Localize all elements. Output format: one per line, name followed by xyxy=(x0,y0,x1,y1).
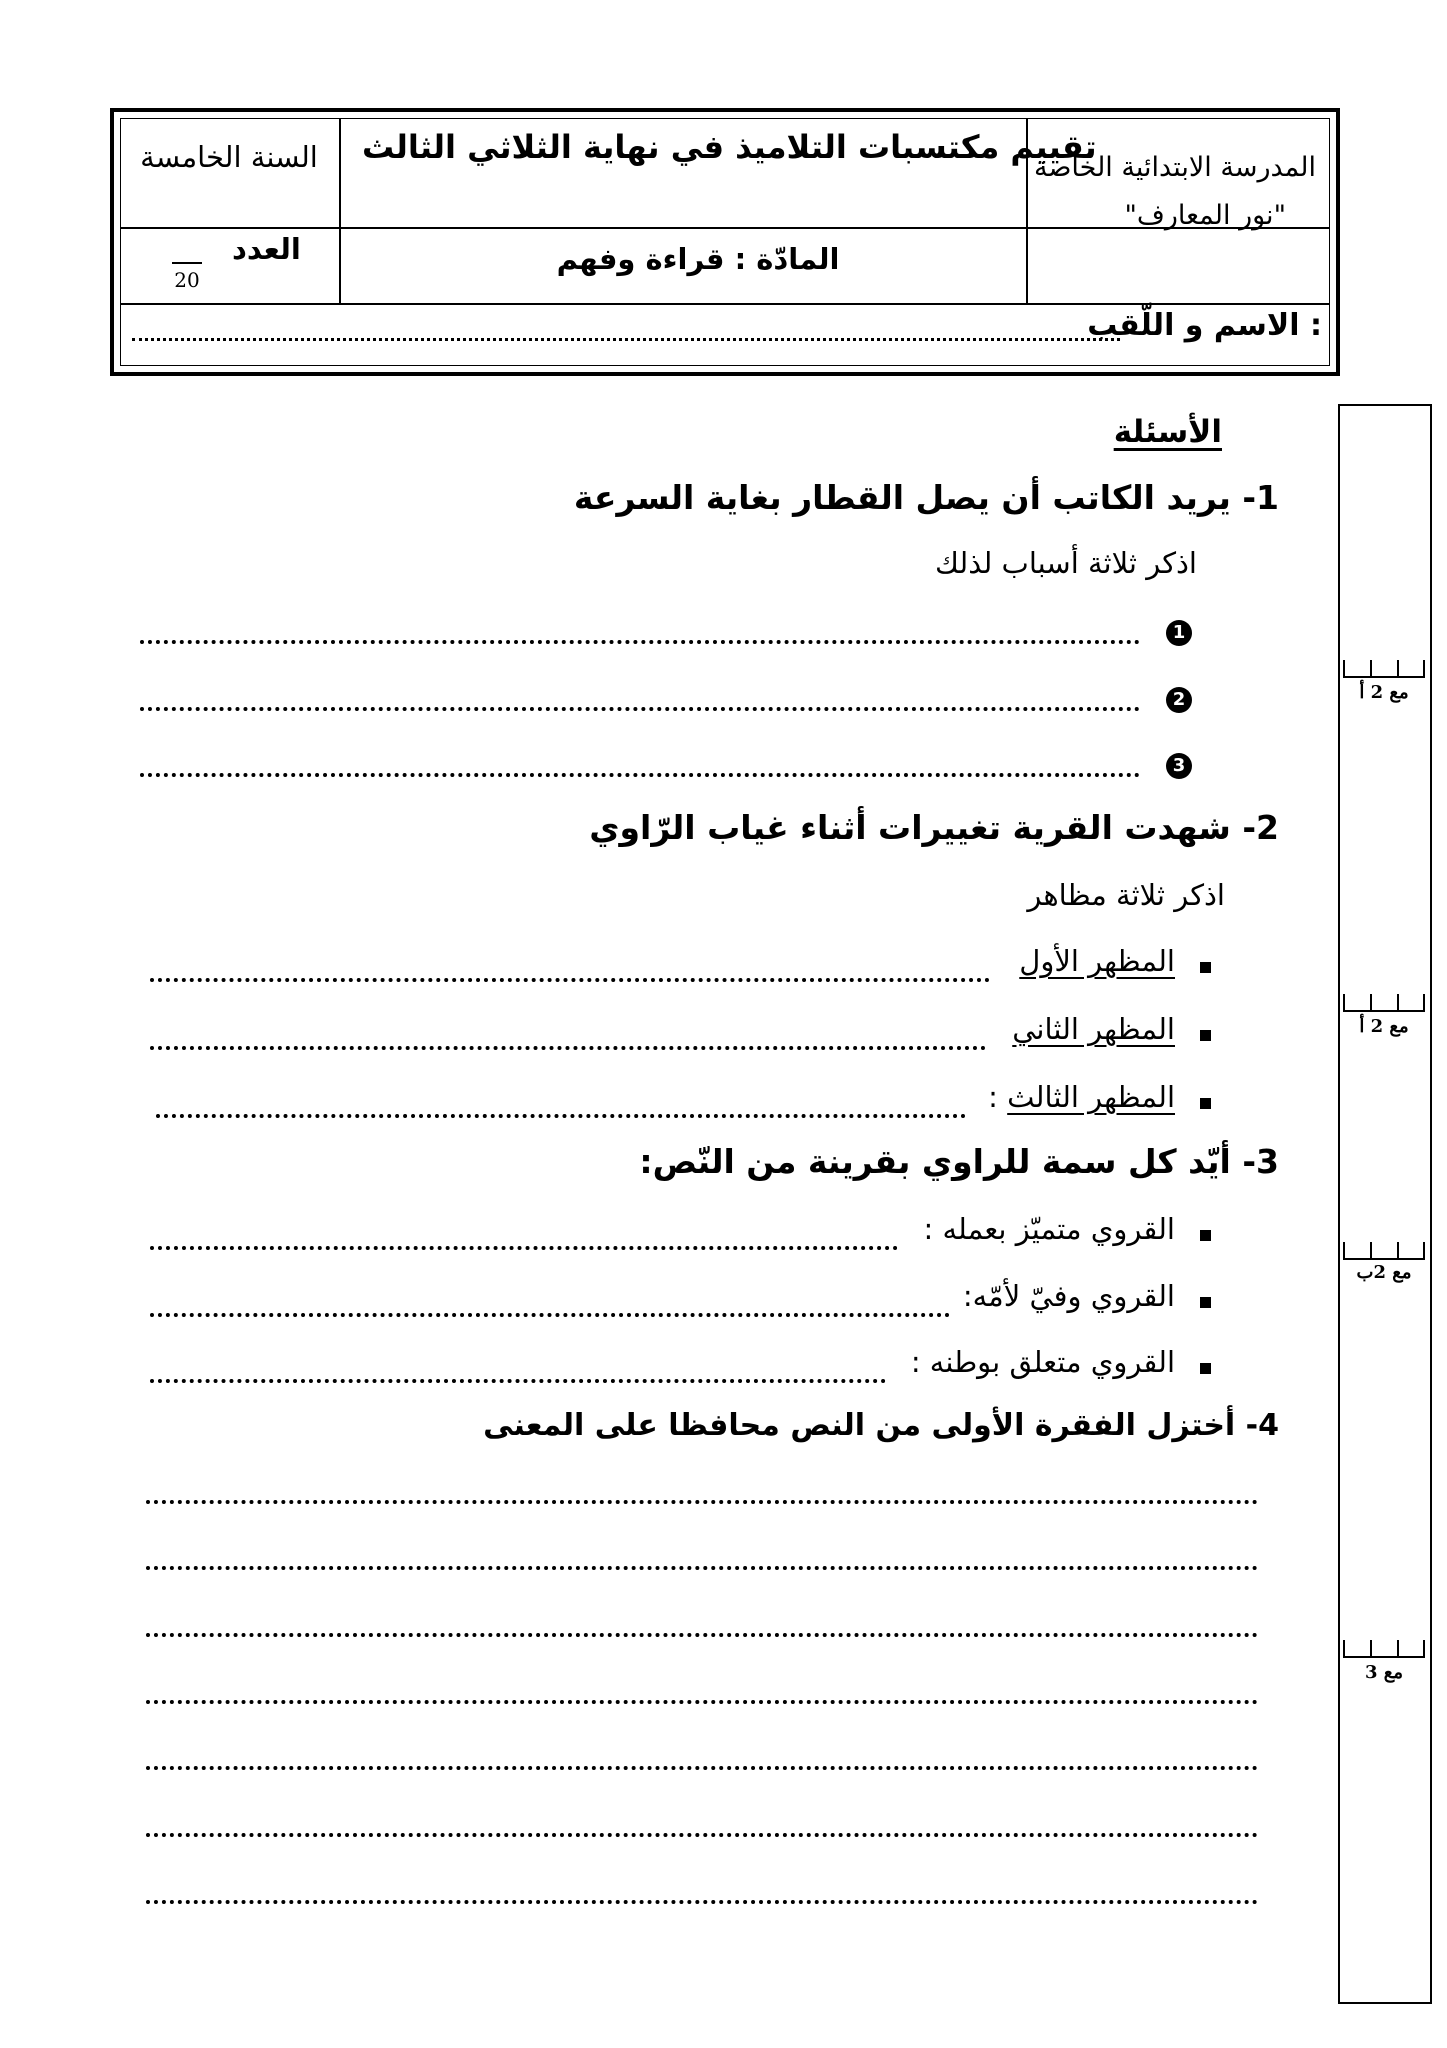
bullet-square xyxy=(1200,1230,1211,1241)
questions-heading: الأسئلة xyxy=(1113,414,1222,450)
question-4: 4- أختزل الفقرة الأولى من النص محافظا على المعنى xyxy=(483,1408,1279,1443)
answer-line[interactable] xyxy=(146,1766,1258,1770)
subject-label: المادّة : قراءة وفهم xyxy=(556,242,840,276)
answer-line[interactable] xyxy=(146,1833,1258,1837)
trait-label-1: القروي متميّز بعمله : xyxy=(923,1212,1175,1246)
name-label: الاسم و اللّقب : xyxy=(1087,308,1322,343)
aspect-label-3: المظهر الثالث : xyxy=(988,1080,1175,1114)
aspect-label-1: المظهر الأول xyxy=(1019,944,1175,978)
question-1-instruction: اذكر ثلاثة أسباب لذلك xyxy=(934,546,1197,580)
answer-line[interactable] xyxy=(150,1379,886,1383)
number-marker-1: 1 xyxy=(1166,620,1192,646)
bullet-square xyxy=(1200,1363,1211,1374)
criterion-label: مع 2 أ xyxy=(1359,1016,1409,1037)
answer-line[interactable] xyxy=(146,1500,1258,1504)
answer-line[interactable] xyxy=(140,707,1140,711)
answer-line[interactable] xyxy=(146,1700,1258,1704)
col-divider xyxy=(339,119,341,303)
criterion-label: مع 3 xyxy=(1364,1662,1404,1683)
school-name-line2: "نور المعارف" xyxy=(1124,200,1286,231)
header-table xyxy=(110,108,1340,376)
exam-title: تقييم مكتسبات التلاميذ في نهاية الثلاثي الثالث xyxy=(362,128,1097,166)
bullet-square xyxy=(1200,1030,1211,1041)
answer-line[interactable] xyxy=(140,773,1140,777)
criterion-label: مع 2ب xyxy=(1356,1262,1412,1283)
question-3: 3- أيّد كل سمة للراوي بقرينة من النّص: xyxy=(639,1142,1279,1181)
answer-line[interactable] xyxy=(146,1566,1258,1570)
score-box[interactable] xyxy=(1343,1640,1425,1658)
score-label: العدد xyxy=(232,232,301,266)
answer-line[interactable] xyxy=(150,978,990,982)
score-box[interactable] xyxy=(1343,660,1425,678)
answer-line[interactable] xyxy=(140,640,1140,644)
score-fraction-bar xyxy=(172,262,202,264)
answer-line[interactable] xyxy=(150,1246,898,1250)
trait-label-2: القروي وفيّ لأمّه: xyxy=(962,1279,1175,1313)
school-name-line1: المدرسة الابتدائية الخاصة xyxy=(1034,152,1316,183)
answer-line[interactable] xyxy=(146,1633,1258,1637)
question-2: 2- شهدت القرية تغييرات أثناء غياب الرّاوي xyxy=(589,808,1279,847)
answer-line[interactable] xyxy=(146,1900,1258,1904)
bullet-square xyxy=(1200,962,1211,973)
answer-line[interactable] xyxy=(156,1114,966,1118)
score-box[interactable] xyxy=(1343,994,1425,1012)
criterion-label: مع 2 أ xyxy=(1359,682,1409,703)
name-field[interactable] xyxy=(132,338,1120,341)
bullet-square xyxy=(1200,1098,1211,1109)
bullet-square xyxy=(1200,1297,1211,1308)
score-total: 20 xyxy=(174,268,200,292)
answer-line[interactable] xyxy=(150,1046,986,1050)
row-divider xyxy=(121,303,1329,305)
answer-line[interactable] xyxy=(150,1313,950,1317)
trait-label-3: القروي متعلق بوطنه : xyxy=(910,1345,1175,1379)
score-column xyxy=(1338,404,1432,2004)
number-marker-3: 3 xyxy=(1166,753,1192,779)
question-2-instruction: اذكر ثلاثة مظاهر xyxy=(1027,878,1225,912)
number-marker-2: 2 xyxy=(1166,687,1192,713)
aspect-label-2: المظهر الثاني xyxy=(1012,1012,1175,1046)
score-box[interactable] xyxy=(1343,1242,1425,1260)
grade-label: السنة الخامسة xyxy=(140,140,318,174)
question-1: 1- يريد الكاتب أن يصل القطار بغاية السرعة xyxy=(573,478,1279,517)
